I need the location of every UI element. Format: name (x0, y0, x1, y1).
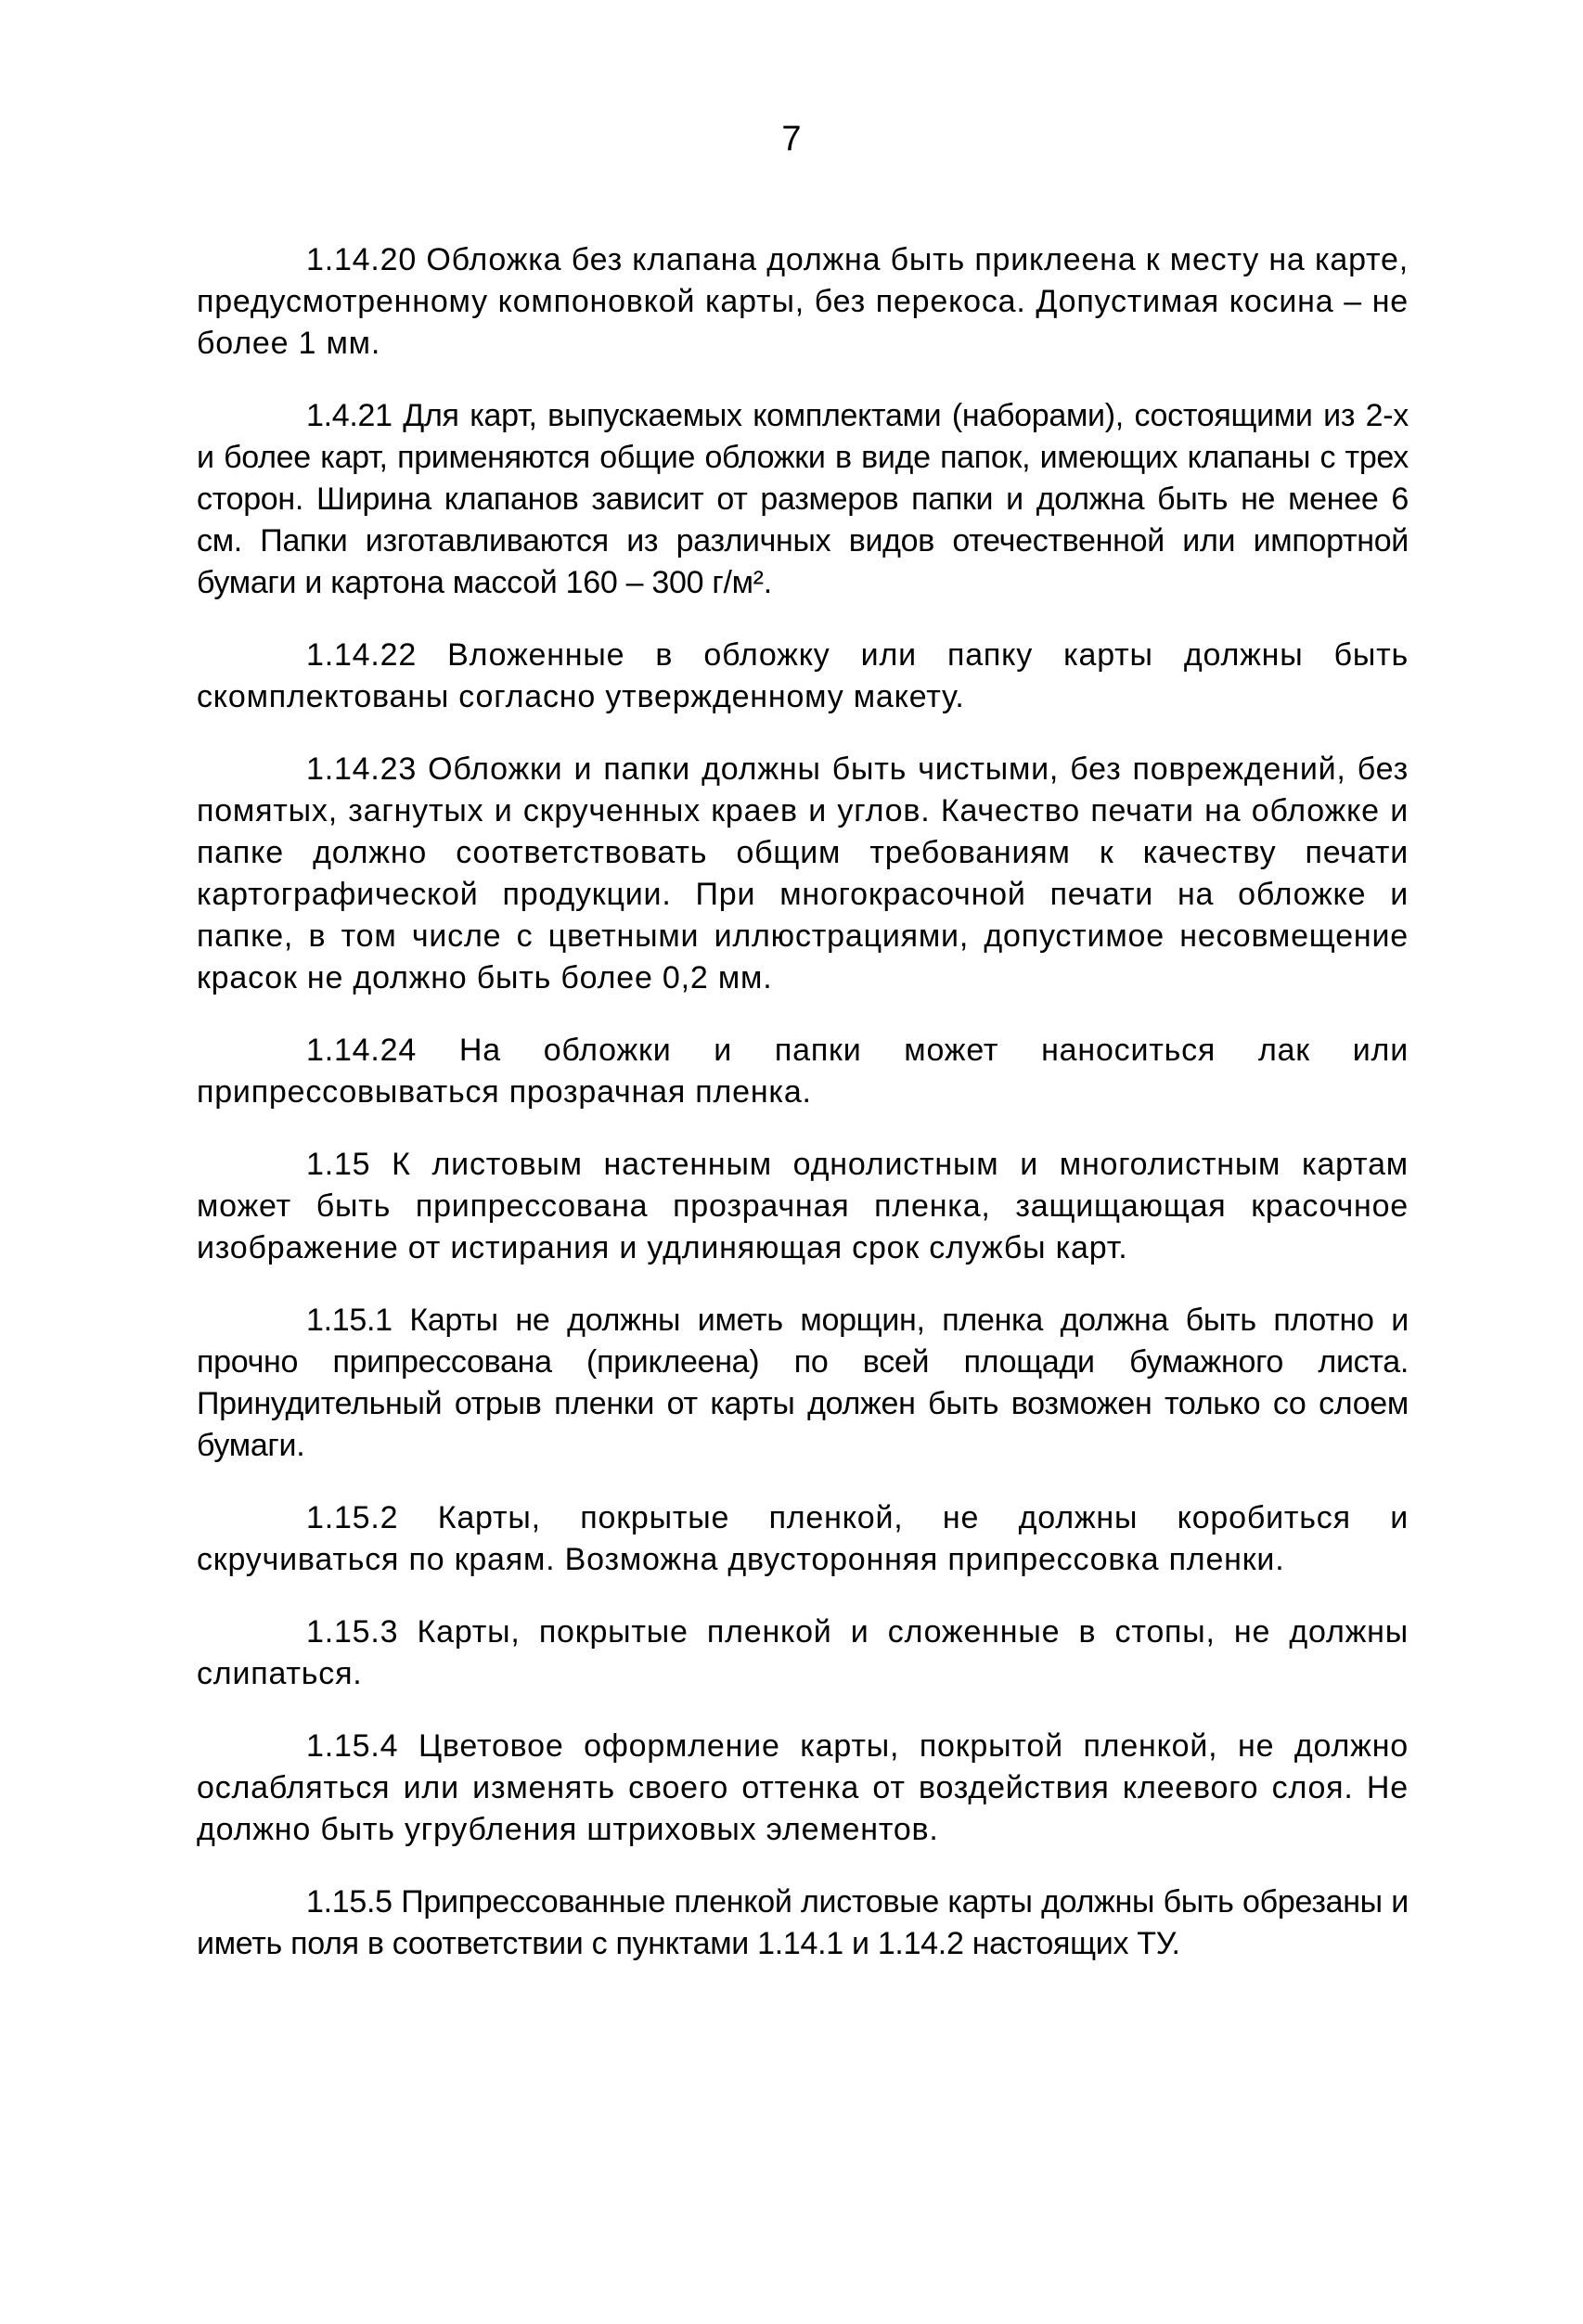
paragraph-1-14-22: 1.14.22 Вложенные в обложку или папку карты должны быть скомплектованы согласно утвержденному макету. (197, 637, 1409, 714)
paragraph-1-15-2: 1.15.2 Карты, покрытые пленкой, не должны коробиться и скручиваться по краям. Возможна двусторонняя припрессовка пленки. (197, 1500, 1409, 1577)
paragraph-1-15-5: 1.15.5 Припрессованные пленкой листовые карты должны быть обрезаны и иметь поля в соответствии с пунктами 1.14.1 и 1.14.2 настоящих ТУ. (197, 1884, 1409, 1961)
paragraph-1-14-20: 1.14.20 Обложка без клапана должна быть приклеена к месту на карте, предусмотренному компоновкой карты, без перекоса. Допустимая косина – не более 1 мм. (197, 242, 1409, 361)
paragraph-1-4-21: 1.4.21 Для карт, выпускаемых комплектами (наборами), состоящими из 2-х и более карт, применяются общие обложки в виде папок, имеющих клапаны с трех сторон. Ширина клапанов зависит от размеров папки и должна быть не менее 6 см. Папки изготавливаются из различных видов отечественной или импортной бумаги и картона массой 160 – 300 г/м². (197, 398, 1409, 600)
paragraph-1-15: 1.15 К листовым настенным однолистным и многолистным картам может быть припрессована прозрачная пленка, защищающая красочное изображение от истирания и удлиняющая срок службы карт. (197, 1147, 1409, 1265)
paragraph-1-15-1: 1.15.1 Карты не должны иметь морщин, пленка должна быть плотно и прочно припрессована (приклеена) по всей площади бумажного листа. Принудительный отрыв пленки от карты должен быть возможен только со слоем бумаги. (197, 1303, 1409, 1463)
paragraph-1-15-4: 1.15.4 Цветовое оформление карты, покрытой пленкой, не должно ослабляться или изменять своего оттенка от воздействия клеевого слоя. Не должно быть угрубления штриховых элементов. (197, 1728, 1409, 1847)
document-body (197, 239, 1409, 1996)
page-number: 7 (781, 120, 802, 159)
paragraph-1-14-24: 1.14.24 На обложки и папки может наноситься лак или припрессовываться прозрачная пленка. (197, 1033, 1409, 1110)
paragraph-1-15-3: 1.15.3 Карты, покрытые пленкой и сложенные в стопы, не должны слипаться. (197, 1614, 1409, 1691)
paragraph-1-14-23: 1.14.23 Обложки и папки должны быть чистыми, без повреждений, без помятых, загнутых и скрученных краев и углов. Качество печати на обложке и папке должно соответствовать общим требованиям к качеству печати картографической продукции. При многокрасочной печати на обложке и папке, в том числе с цветными иллюстрациями, допустимое несовмещение красок не должно быть более 0,2 мм. (197, 751, 1409, 995)
